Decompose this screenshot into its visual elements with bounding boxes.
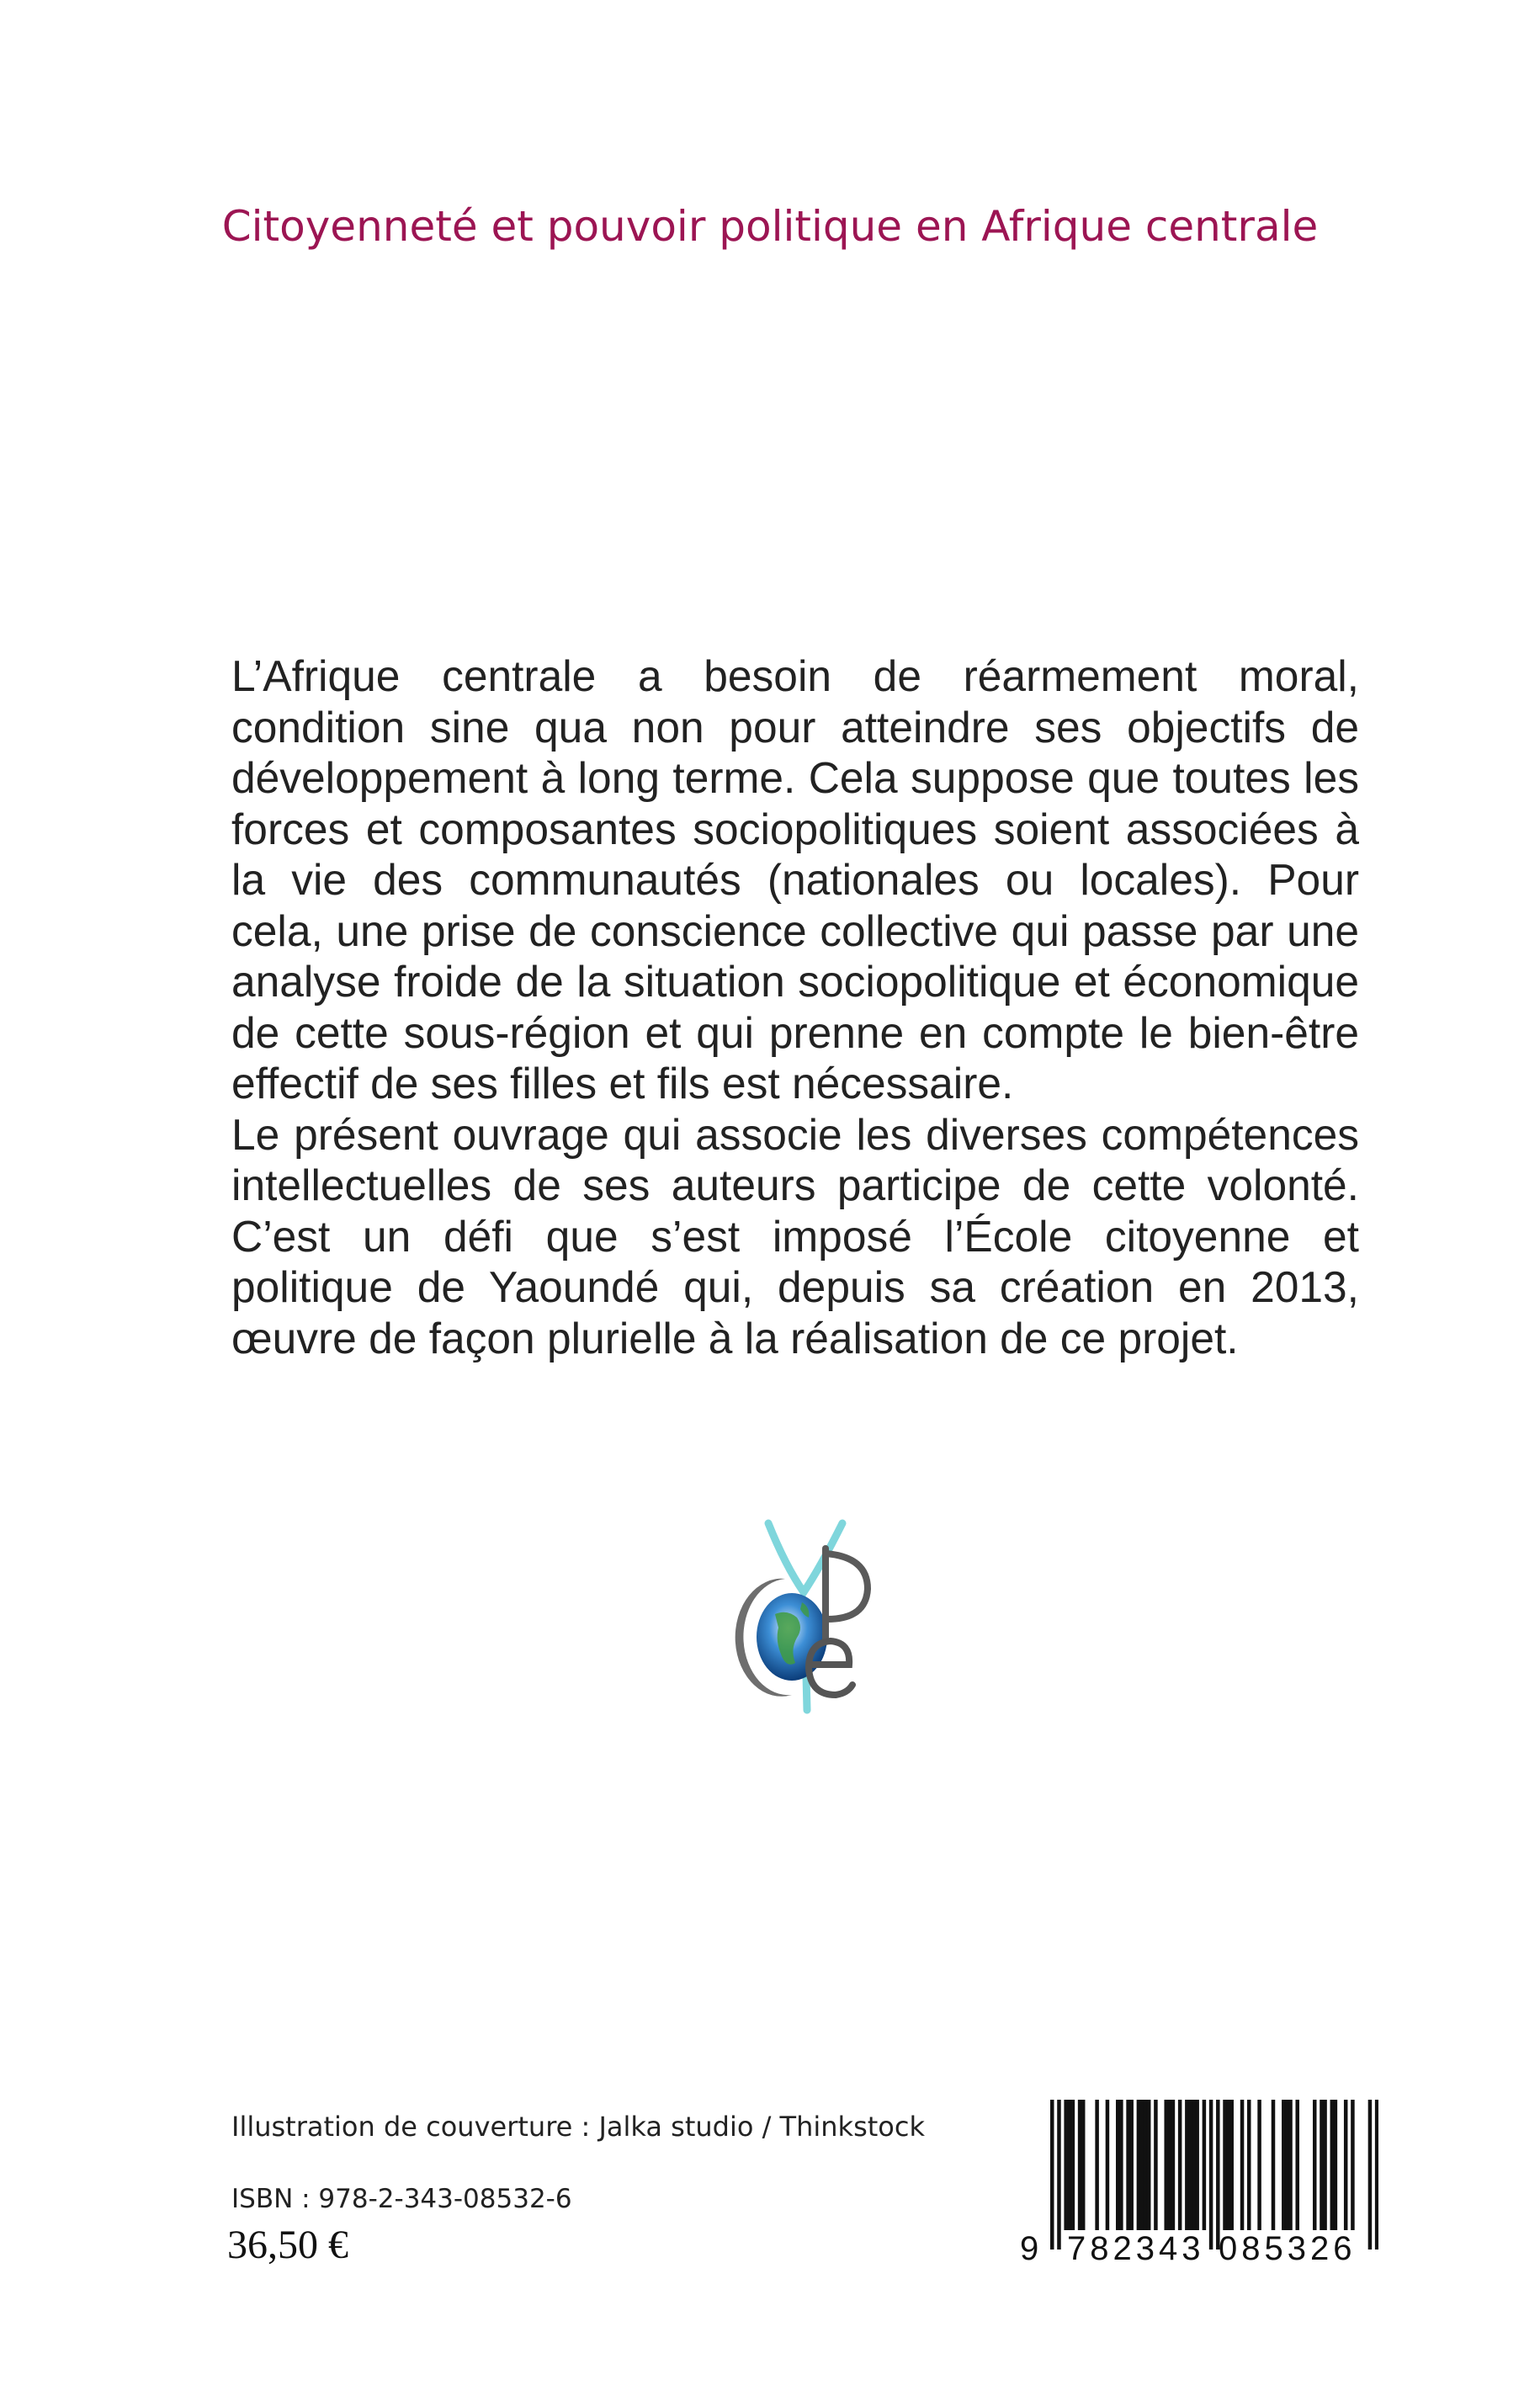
barcode-bar — [1068, 2100, 1072, 2230]
barcode-left-group: 782343 — [1067, 2230, 1205, 2267]
barcode-bar — [1229, 2100, 1234, 2230]
barcode-bar — [1154, 2100, 1158, 2230]
barcode-bar — [1375, 2100, 1378, 2250]
barcode-bar — [1188, 2100, 1192, 2230]
barcode-bar — [1216, 2100, 1220, 2250]
barcode-bar — [1351, 2100, 1355, 2230]
summary-paragraph-2: Le présent ouvrage qui associe les diverses compétences intellectuelles de ses auteurs participe de cette volonté. C’est un défi que s’est imposé l’École citoyenne et politique de Yaoundé qui, depuis sa création en 2013, œuvre de façon plurielle à la réalisation de ce projet. — [231, 1109, 1359, 1362]
barcode-bar — [1288, 2100, 1293, 2230]
summary-paragraph-1: L’Afrique centrale a besoin de réarmement moral, condition sine qua non pour atteindre ses objectifs de développement à long terme. Cela suppose que toutes les forces et composantes sociopolitiques soient associées à la vie des communautés (nationales ou locales). Pour cela, une prise de conscience collective qui passe par une analyse froide de la situation sociopolitique et économique de cette sous-région et qui prenne en compte le bien-être effectif de ses filles et fils est nécessaire. — [231, 651, 1359, 1108]
barcode-bar — [1137, 2100, 1141, 2230]
barcode-bar — [1126, 2100, 1130, 2230]
barcode-right-group: 085326 — [1219, 2230, 1357, 2267]
barcode-bar — [1282, 2100, 1286, 2230]
barcode-bar — [1064, 2100, 1068, 2230]
barcode-bar — [1368, 2100, 1373, 2250]
barcode-bar — [1240, 2100, 1245, 2230]
barcode-bar — [1226, 2100, 1230, 2230]
barcode-digits — [1020, 2230, 1390, 2281]
barcode-bar — [1071, 2100, 1075, 2230]
book-price: 36,50 € — [227, 2223, 348, 2267]
barcode-bar — [1116, 2100, 1120, 2230]
barcode-bar — [1344, 2100, 1348, 2230]
barcode-bar — [1185, 2100, 1189, 2230]
summary-text — [231, 651, 1359, 1363]
barcode-bar — [1168, 2100, 1172, 2230]
barcode-bar — [1323, 2100, 1327, 2230]
barcode-bar — [1203, 2100, 1207, 2230]
barcode-bar — [1129, 2100, 1134, 2230]
book-title: Citoyenneté et pouvoir politique en Afrique centrale — [221, 202, 1319, 251]
barcode-bar — [1057, 2100, 1061, 2250]
barcode-first-digit: 9 — [1020, 2230, 1039, 2267]
barcode-bar — [1330, 2100, 1335, 2230]
barcode-bar — [1313, 2100, 1317, 2230]
barcode-bar — [1223, 2100, 1227, 2230]
barcode-bar — [1247, 2100, 1251, 2230]
barcode-bar — [1119, 2100, 1123, 2230]
barcode-bar — [1081, 2100, 1086, 2230]
barcode-bar — [1078, 2100, 1082, 2230]
barcode-bar — [1209, 2100, 1213, 2250]
barcode-bar — [1295, 2100, 1299, 2230]
barcode-bar — [1106, 2100, 1110, 2230]
barcode-bar — [1334, 2100, 1338, 2230]
barcode-bar — [1164, 2100, 1168, 2230]
barcode-bar — [1095, 2100, 1099, 2230]
barcode-bar — [1272, 2100, 1276, 2230]
ecpy-globe-logo-icon — [720, 1515, 888, 1717]
illustration-credit: Illustration de couverture : Jalka studio / Thinkstock — [231, 2111, 925, 2143]
barcode-bar — [1320, 2100, 1324, 2230]
barcode-bar — [1147, 2100, 1151, 2230]
barcode-bar — [1285, 2100, 1289, 2230]
barcode-bar — [1140, 2100, 1144, 2230]
barcode-bar — [1195, 2100, 1199, 2230]
isbn-number: ISBN : 978-2-343-08532-6 — [231, 2184, 572, 2214]
barcode-bar — [1171, 2100, 1176, 2230]
barcode-bar — [1050, 2100, 1054, 2250]
barcode-bar — [1257, 2100, 1261, 2230]
barcode-bar — [1178, 2100, 1182, 2230]
barcode-bar — [1144, 2100, 1148, 2230]
barcode-bar — [1192, 2100, 1196, 2230]
